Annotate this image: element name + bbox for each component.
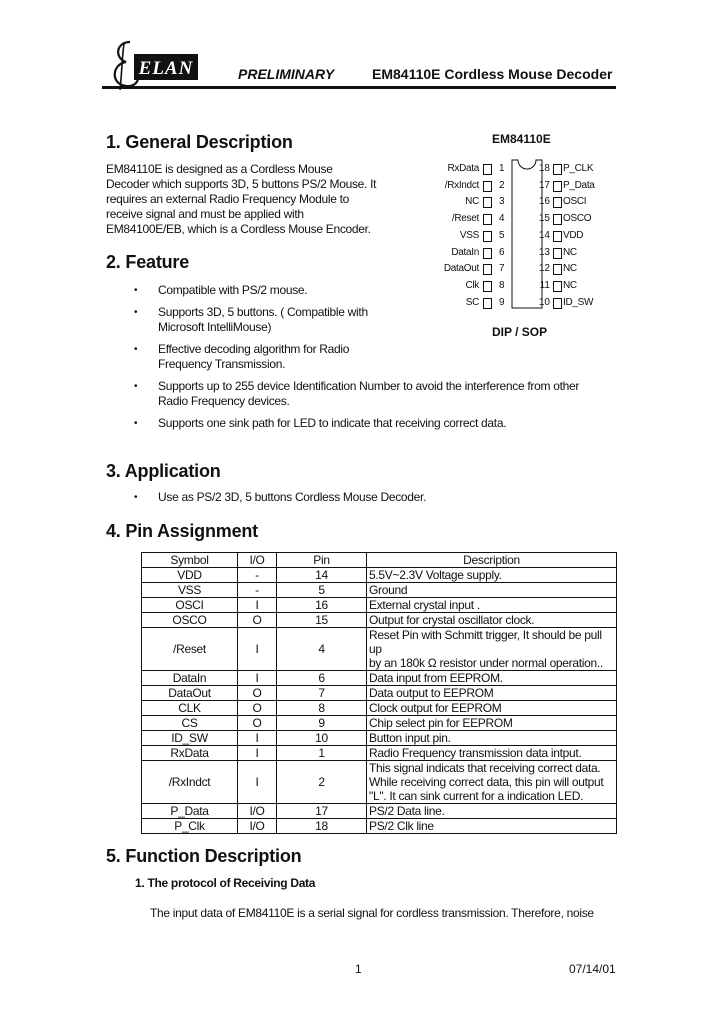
pin-number-left: 2 [499,179,505,191]
pin-box [483,281,492,292]
application-item: Use as PS/2 3D, 5 buttons Cordless Mouse Decoder. [158,490,427,504]
footer-date: 07/14/01 [569,962,616,976]
section3-heading: 3. Application [106,461,221,481]
section1-line: requires an external Radio Frequency Module to [106,192,350,206]
pin-label-left: /RxIndct [444,179,479,191]
section5-paragraph: The input data of EM84110E is a serial signal for cordless transmission. Therefore, noise [150,906,594,920]
bullet-icon: • [134,344,138,355]
pin-label-left: DataOut [443,263,479,275]
section1-text [106,162,376,237]
description-line: While receiving correct data, this pin will output [369,775,604,789]
table-row [142,731,617,746]
cell-io: - [238,568,277,583]
pin-box [553,164,562,175]
pin-box [553,248,562,259]
pin-label-right: NC [563,279,577,291]
description-line: This signal indicats that receiving correct data. [369,761,601,775]
pin-number-right: 16 [538,196,550,208]
cell-symbol: OSCO [142,613,238,628]
cell-pin: 8 [277,701,367,716]
pin-number-left: 9 [499,296,505,308]
table-row [142,613,617,628]
cell-description [367,686,617,701]
pin-box [553,214,562,225]
description-line: Output for crystal oscillator clock. [369,613,535,627]
cell-pin: 9 [277,716,367,731]
cell-pin: 16 [277,598,367,613]
pin-label-left: VSS [459,229,479,241]
pin-table-header [142,553,617,568]
pin-box [553,181,562,192]
cell-symbol: /RxIndct [142,761,238,804]
description-line: Data output to EEPROM [369,686,494,700]
cell-description [367,716,617,731]
cell-io: I [238,746,277,761]
pin-number-left: 4 [499,213,505,225]
feature-line: Supports one sink path for LED to indicate that receiving correct data. [158,416,507,430]
feature-line: Compatible with PS/2 mouse. [158,283,308,297]
cell-symbol: VDD [142,568,238,583]
cell-description [367,701,617,716]
section5-heading: 5. Function Description [106,846,302,866]
cell-pin: 18 [277,819,367,834]
cell-symbol: ID_SW [142,731,238,746]
cell-description [367,819,617,834]
pin-box [483,248,492,259]
cell-description [367,628,617,671]
table-row [142,701,617,716]
feature-line: Effective decoding algorithm for Radio [158,342,350,356]
pin-label-right: P_CLK [563,163,594,174]
cell-pin: 15 [277,613,367,628]
cell-io: I/O [238,804,277,819]
pin-label-right: ID_SW [563,296,594,308]
feature-item [158,379,579,409]
table-row [142,804,617,819]
feature-line: Frequency Transmission. [158,357,286,371]
col-io: I/O [238,553,277,568]
cell-pin: 10 [277,731,367,746]
cell-symbol: /Reset [142,628,238,671]
pin-box [553,231,562,242]
cell-io: O [238,716,277,731]
table-row [142,746,617,761]
pin-box [483,298,492,309]
cell-pin: 1 [277,746,367,761]
feature-line: Supports up to 255 device Identification Number to avoid the interference from other [158,379,580,393]
chip-title: EM84110E [492,132,551,146]
description-line: 5.5V~2.3V Voltage supply. [369,568,502,582]
bullet-icon: • [134,307,138,318]
table-row [142,568,617,583]
cell-description [367,804,617,819]
bullet-icon: • [134,381,138,392]
cell-description [367,613,617,628]
description-line: Button input pin. [369,731,451,745]
cell-pin: 14 [277,568,367,583]
table-row [142,583,617,598]
cell-description [367,746,617,761]
pin-number-right: 12 [538,263,550,275]
pin-box [483,214,492,225]
cell-symbol: CLK [142,701,238,716]
pin-table [141,552,617,834]
logo-text: ELAN [138,58,194,79]
cell-pin: 2 [277,761,367,804]
description-line: Data input from EEPROM. [369,671,503,685]
pin-label-right: NC [563,263,577,275]
cell-symbol: RxData [142,746,238,761]
section1-line: receive signal and must be applied with [106,207,304,221]
pin-label-left: SC [465,296,479,308]
col-symbol: Symbol [142,553,238,568]
cell-symbol: P_Clk [142,819,238,834]
feature-item [158,305,368,335]
pin-box [553,264,562,275]
pin-number-right: 15 [538,213,550,225]
pin-box [483,164,492,175]
col-pin: Pin [277,553,367,568]
cell-description [367,671,617,686]
feature-line: Supports 3D, 5 buttons. ( Compatible with [158,305,368,319]
pin-label-right: NC [563,246,577,258]
pin-box [483,264,492,275]
chip-package: DIP / SOP [492,325,548,339]
pin-number-left: 8 [499,279,505,291]
cell-io: I [238,628,277,671]
description-line: Ground [369,583,408,597]
description-line: Chip select pin for EEPROM [369,716,513,730]
cell-symbol: VSS [142,583,238,598]
section1-line: Decoder which supports 3D, 5 buttons PS/2 Mouse. It [106,177,377,191]
description-line: Reset Pin with Schmitt trigger, It should be pull up [369,628,602,656]
pin-number-left: 6 [499,246,505,258]
feature-line: Microsoft IntelliMouse) [158,320,272,334]
table-row [142,598,617,613]
cell-pin: 17 [277,804,367,819]
table-row [142,761,617,804]
cell-io: O [238,701,277,716]
cell-symbol: CS [142,716,238,731]
pin-box [553,298,562,309]
pin-number-right: 18 [538,163,550,174]
cell-symbol: DataOut [142,686,238,701]
description-line: "L". It can sink current for a indication LED. [369,789,584,803]
section1-line: EM84100E/EB, which is a Cordless Mouse Encoder. [106,222,371,236]
pin-number-right: 14 [538,229,550,241]
section5-subheading: 1. The protocol of Receiving Data [135,876,316,890]
cell-io: - [238,583,277,598]
cell-description [367,568,617,583]
table-row [142,686,617,701]
cell-description [367,598,617,613]
cell-description [367,761,617,804]
pin-label-right: OSCO [563,213,592,225]
cell-io: O [238,686,277,701]
pin-number-left: 7 [499,263,505,275]
cell-io: I [238,671,277,686]
cell-io: I/O [238,819,277,834]
description-line: External crystal input . [369,598,480,612]
header-rule [102,86,616,89]
cell-io: O [238,613,277,628]
bullet-icon: • [134,418,138,429]
cell-pin: 4 [277,628,367,671]
table-row [142,628,617,671]
description-line: Radio Frequency transmission data intput. [369,746,582,760]
pin-label-left: Clk [465,279,479,291]
pin-label-left: RxData [447,163,479,174]
cell-io: I [238,731,277,746]
cell-pin: 6 [277,671,367,686]
pin-number-left: 3 [499,196,505,208]
cell-pin: 5 [277,583,367,598]
description-line: PS/2 Clk line [369,819,434,833]
cell-io: I [238,761,277,804]
pin-label-left: /Reset [451,213,479,225]
bullet-icon: • [134,492,138,503]
description-line: PS/2 Data line. [369,804,445,818]
col-description: Description [367,553,617,568]
cell-symbol: DataIn [142,671,238,686]
header-preliminary: PRELIMINARY [238,66,335,82]
description-line: Clock output for EEPROM [369,701,502,715]
cell-description [367,583,617,598]
section1-line: EM84110E is designed as a Cordless Mouse [106,162,333,176]
feature-item [158,342,349,372]
table-row [142,716,617,731]
feature-line: Radio Frequency devices. [158,394,290,408]
pin-number-left: 1 [499,163,505,174]
feature-item [158,283,307,298]
description-line: by an 180k Ω resistor under normal operation.. [369,656,603,670]
pin-label-left: NC [465,196,479,208]
pin-label-right: VDD [563,229,584,241]
pin-label-left: DataIn [451,246,479,258]
pin-box [483,181,492,192]
cell-symbol: OSCI [142,598,238,613]
pin-number-right: 17 [538,179,550,191]
header-title: EM84110E Cordless Mouse Decoder [372,66,613,82]
pin-label-right: OSCI [563,196,587,208]
page-number: 1 [355,962,362,976]
pin-box [483,197,492,208]
table-row [142,819,617,834]
pin-number-right: 13 [538,246,550,258]
cell-description [367,731,617,746]
bullet-icon: • [134,285,138,296]
section1-heading: 1. General Description [106,132,293,152]
pin-number-right: 10 [538,296,550,308]
pin-label-right: P_Data [563,179,595,191]
pin-number-left: 5 [499,229,505,241]
pin-number-right: 11 [539,279,550,291]
pin-box [553,197,562,208]
pin-box [553,281,562,292]
pin-box [483,231,492,242]
cell-symbol: P_Data [142,804,238,819]
section4-heading: 4. Pin Assignment [106,521,258,541]
cell-io: I [238,598,277,613]
table-row [142,671,617,686]
cell-pin: 7 [277,686,367,701]
feature-item [158,416,506,431]
section2-heading: 2. Feature [106,252,190,272]
